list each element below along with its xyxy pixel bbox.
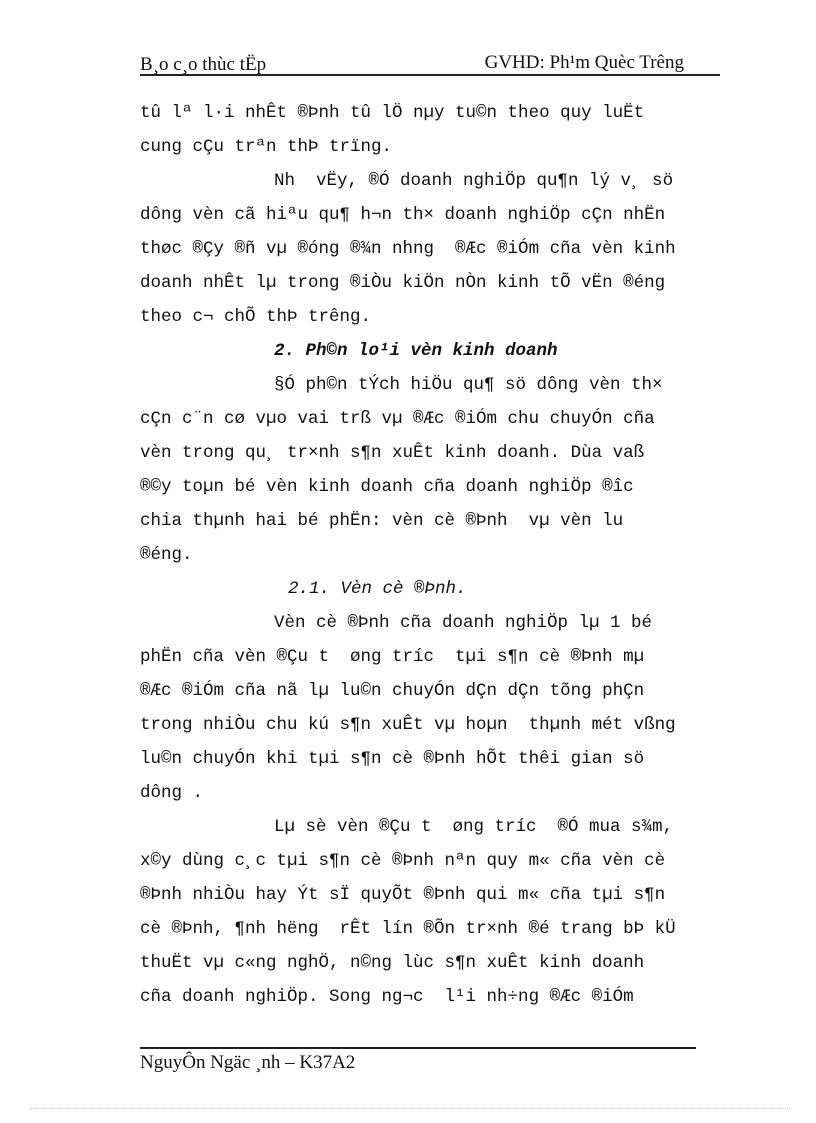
body-line: cè ®Þnh, ¶nh hëng rÊt lín ®Õn tr×nh ®é trang bÞ kÜ — [140, 919, 676, 939]
body-line: ®Þnh nhiÒu hay Ýt sÏ quyÕt ®Þnh qui m« cña tµi s¶n — [140, 885, 666, 905]
body-line: thuËt vµ c«ng nghÖ, n©ng lùc s¶n xuÊt kinh doanh — [140, 953, 645, 973]
body-line: chia thµnh hai bé phËn: vèn cè ®Þnh vµ vèn lu — [140, 511, 624, 531]
body-line: vèn trong qu¸ tr×nh s¶n xuÊt kinh doanh. Dùa vaß — [140, 443, 645, 463]
body-line: cung cÇu trªn thÞ trïng. — [140, 137, 393, 157]
body-line: theo c¬ chÕ thÞ trêng. — [140, 307, 372, 327]
body-line: ®©y toµn bé vèn kinh doanh cña doanh nghiÖp ®îc — [140, 477, 634, 497]
header-report-title: B¸o c¸o thùc tËp — [140, 54, 267, 75]
body-line: thøc ®Çy ®ñ vµ ®óng ®¾n nhng ®Æc ®iÓm cña vèn kinh — [140, 239, 676, 259]
body-line: cÇn c¨n cø vµo vai trß vµ ®Æc ®iÓm chu chuyÓn cña — [140, 409, 655, 429]
body-line: ®Æc ®iÓm cña nã lµ lu©n chuyÓn dÇn dÇn tõng phÇn — [140, 681, 645, 701]
body-line: cña doanh nghiÖp. Song ng¬c l¹i nh÷ng ®Æc ®iÓm — [140, 987, 634, 1007]
body-line: trong nhiÒu chu kú s¶n xuÊt vµ hoµn thµnh mét vßng — [140, 715, 676, 735]
body-line: x©y dùng c¸c tµi s¶n cè ®Þnh nªn quy m« cña vèn cè — [140, 851, 666, 871]
body-line: lu©n chuyÓn khi tµi s¶n cè ®Þnh hÕt thêi gian sö — [140, 749, 645, 769]
body-line: dông vèn cã hiªu qu¶ h¬n th× doanh nghiÖp cÇn nhËn — [140, 205, 666, 225]
subsection-heading: 2.1. Vèn cè ®Þnh. — [288, 579, 467, 599]
body-line: Vèn cè ®Þnh cña doanh nghiÖp lµ 1 bé — [274, 613, 653, 633]
body-line: dông . — [140, 783, 204, 803]
section-heading: 2. Ph©n lo¹i vèn kinh doanh — [274, 341, 558, 361]
page-header — [140, 50, 720, 76]
body-line: doanh nhÊt lµ trong ®iÒu kiÖn nÒn kinh tÕ vËn ®éng — [140, 273, 666, 293]
body-line: ®éng. — [140, 545, 193, 565]
header-divider — [140, 74, 720, 76]
document-body — [140, 96, 730, 1014]
body-line: tû lª l·i nhÊt ®Þnh tû lÖ nµy tu©n theo quy luËt — [140, 103, 645, 123]
header-supervisor: GVHD: Ph¹m Quèc Trêng — [484, 52, 684, 73]
footer-divider — [140, 1047, 696, 1049]
body-line: Lµ sè vèn ®Çu t øng tríc ®Ó mua s¾m, — [274, 817, 674, 837]
page-boundary — [30, 1108, 790, 1109]
body-line: §Ó ph©n tÝch hiÖu qu¶ sö dông vèn th× — [274, 375, 663, 395]
page-footer: NguyÔn Ngäc ¸nh – K37A2 — [140, 1052, 356, 1073]
body-line: phËn cña vèn ®Çu t øng tríc tµi s¶n cè ®Þnh mµ — [140, 647, 645, 667]
body-line: Nh vËy, ®Ó doanh nghiÖp qu¶n lý v¸ sö — [274, 171, 674, 191]
